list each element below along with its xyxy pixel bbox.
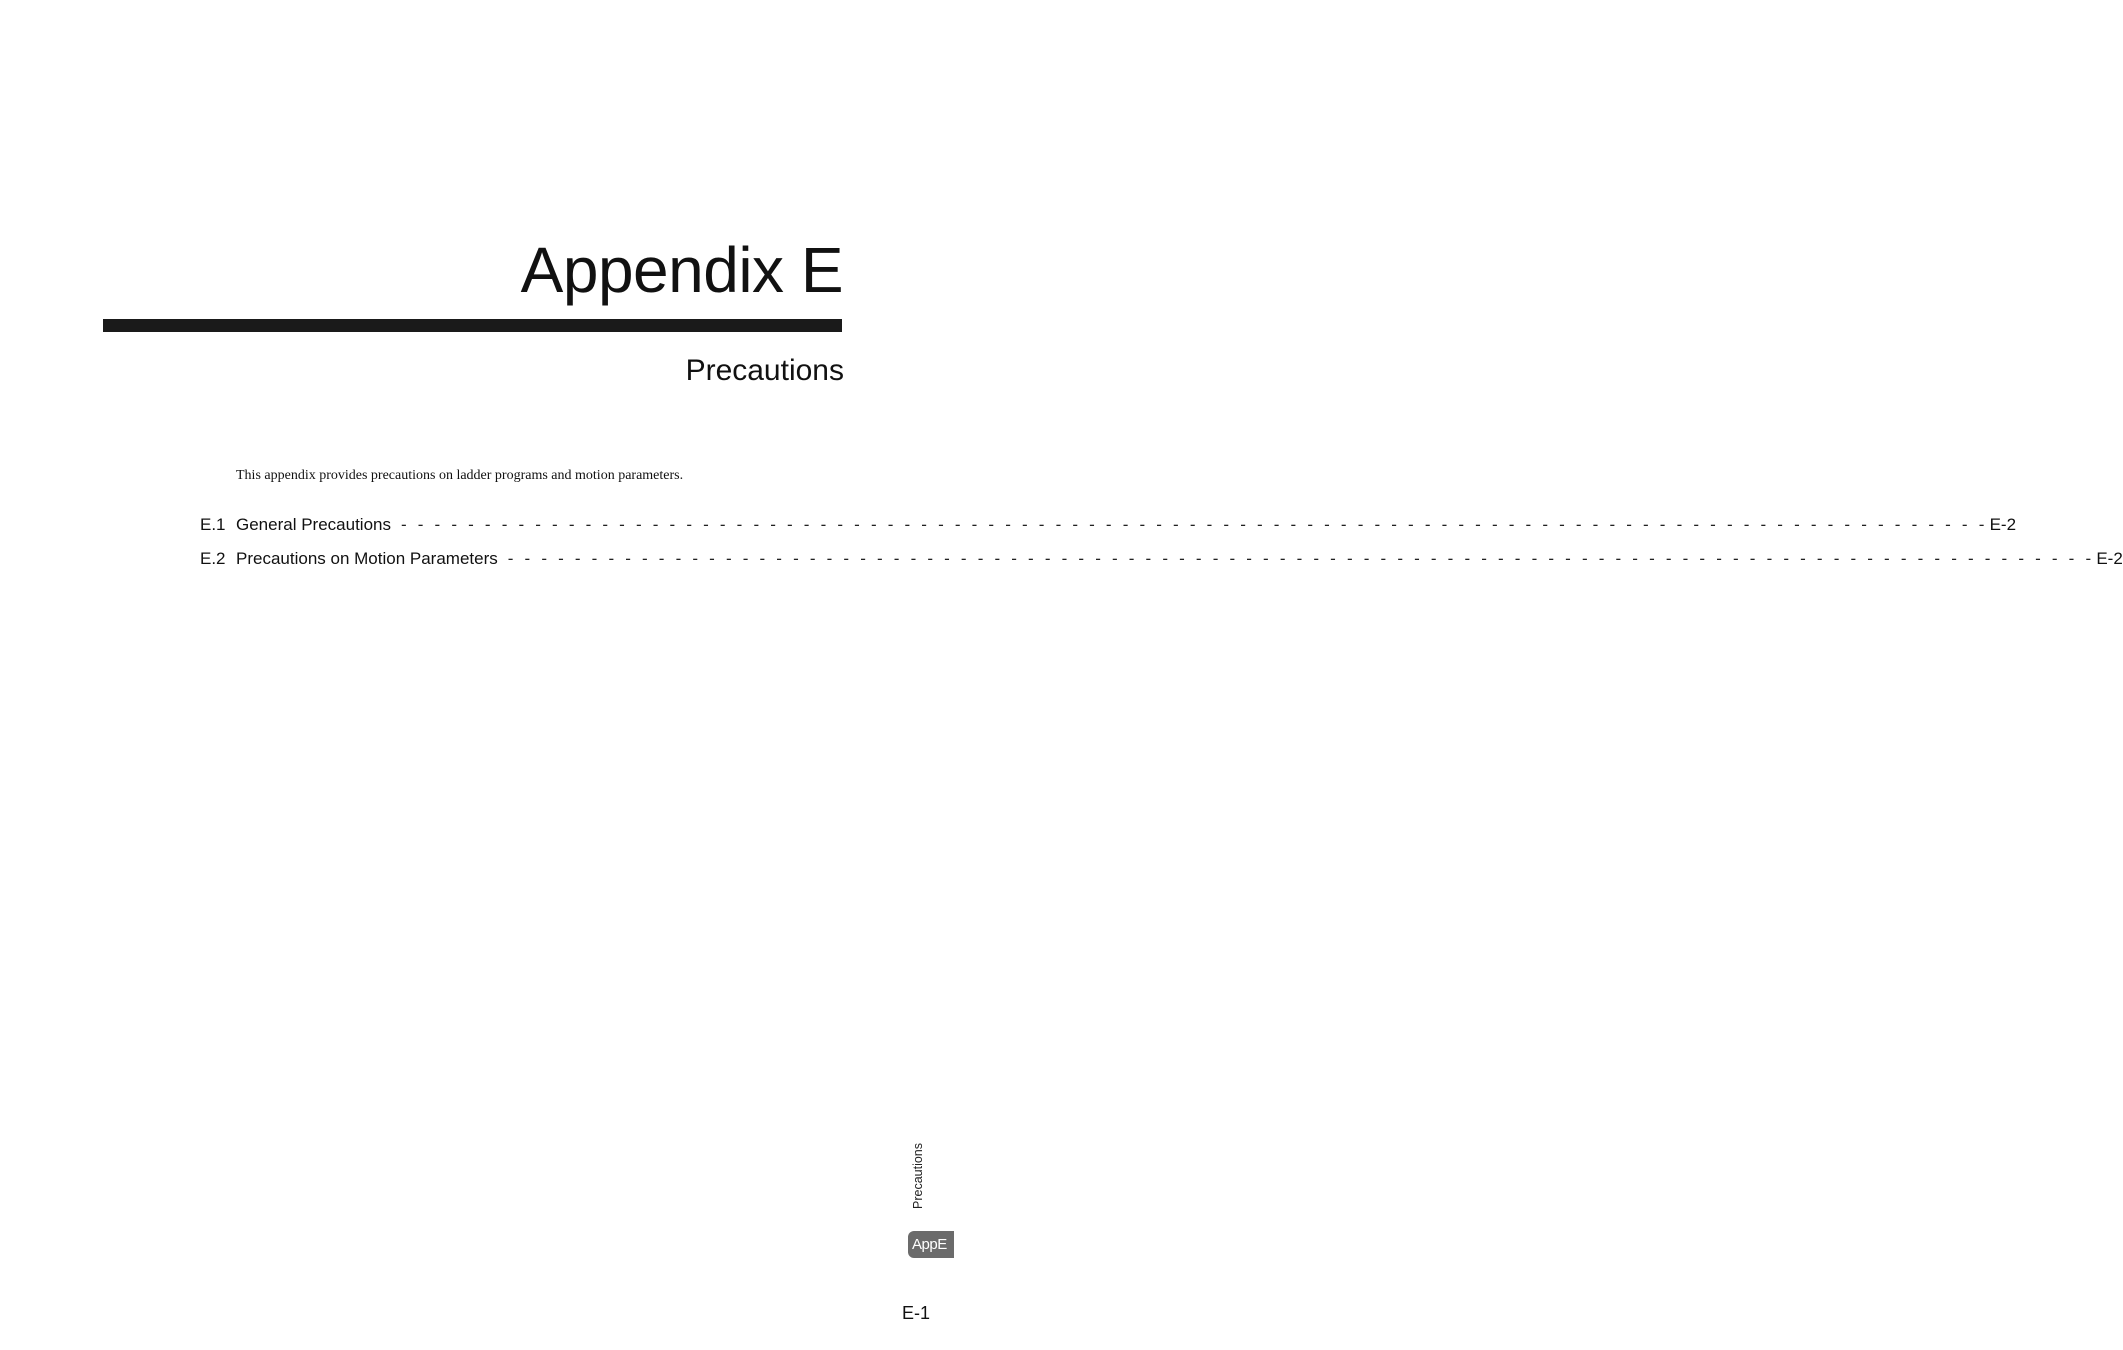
page-number: E-1 [901, 1303, 930, 1323]
toc-entry-e2[interactable] [200, 548, 2123, 582]
toc-entry-title: Precautions on Motion Parameters [236, 549, 498, 568]
toc-entry-number: E.1 [200, 515, 226, 534]
toc-entry-e1[interactable] [200, 514, 2017, 548]
toc-entry-page: E-2 [1989, 515, 2017, 534]
toc-entry-title: General Precautions [236, 515, 391, 534]
appendix-tab[interactable]: AppE [908, 1231, 954, 1258]
title-rule [103, 319, 842, 332]
toc-dot-leader: - - - - - - - - - - - - - - - - - - - - - - - - - - - - - - - - - - - - - - - - - - - - - - - - - - - - - - - - - - - - - - - - - - - - - - - - - - - - - - - - - - - - - - - - - - - - - - - [507, 549, 2095, 568]
toc-entry-number: E.2 [200, 549, 226, 568]
table-of-contents [200, 514, 2123, 582]
side-section-label: Precautions [911, 1142, 925, 1209]
chapter-title: Appendix E [520, 234, 843, 306]
toc-dot-leader: - - - - - - - - - - - - - - - - - - - - - - - - - - - - - - - - - - - - - - - - - - - - - - - - - - - - - - - - - - - - - - - - - - - - - - - - - - - - - - - - - - - - - - - - - - - - - - - [400, 515, 1988, 534]
intro-text: This appendix provides precautions on ladder programs and motion parameters. [236, 468, 684, 483]
toc-entry-page: E-2 [2096, 549, 2123, 568]
chapter-subtitle: Precautions [685, 354, 844, 387]
